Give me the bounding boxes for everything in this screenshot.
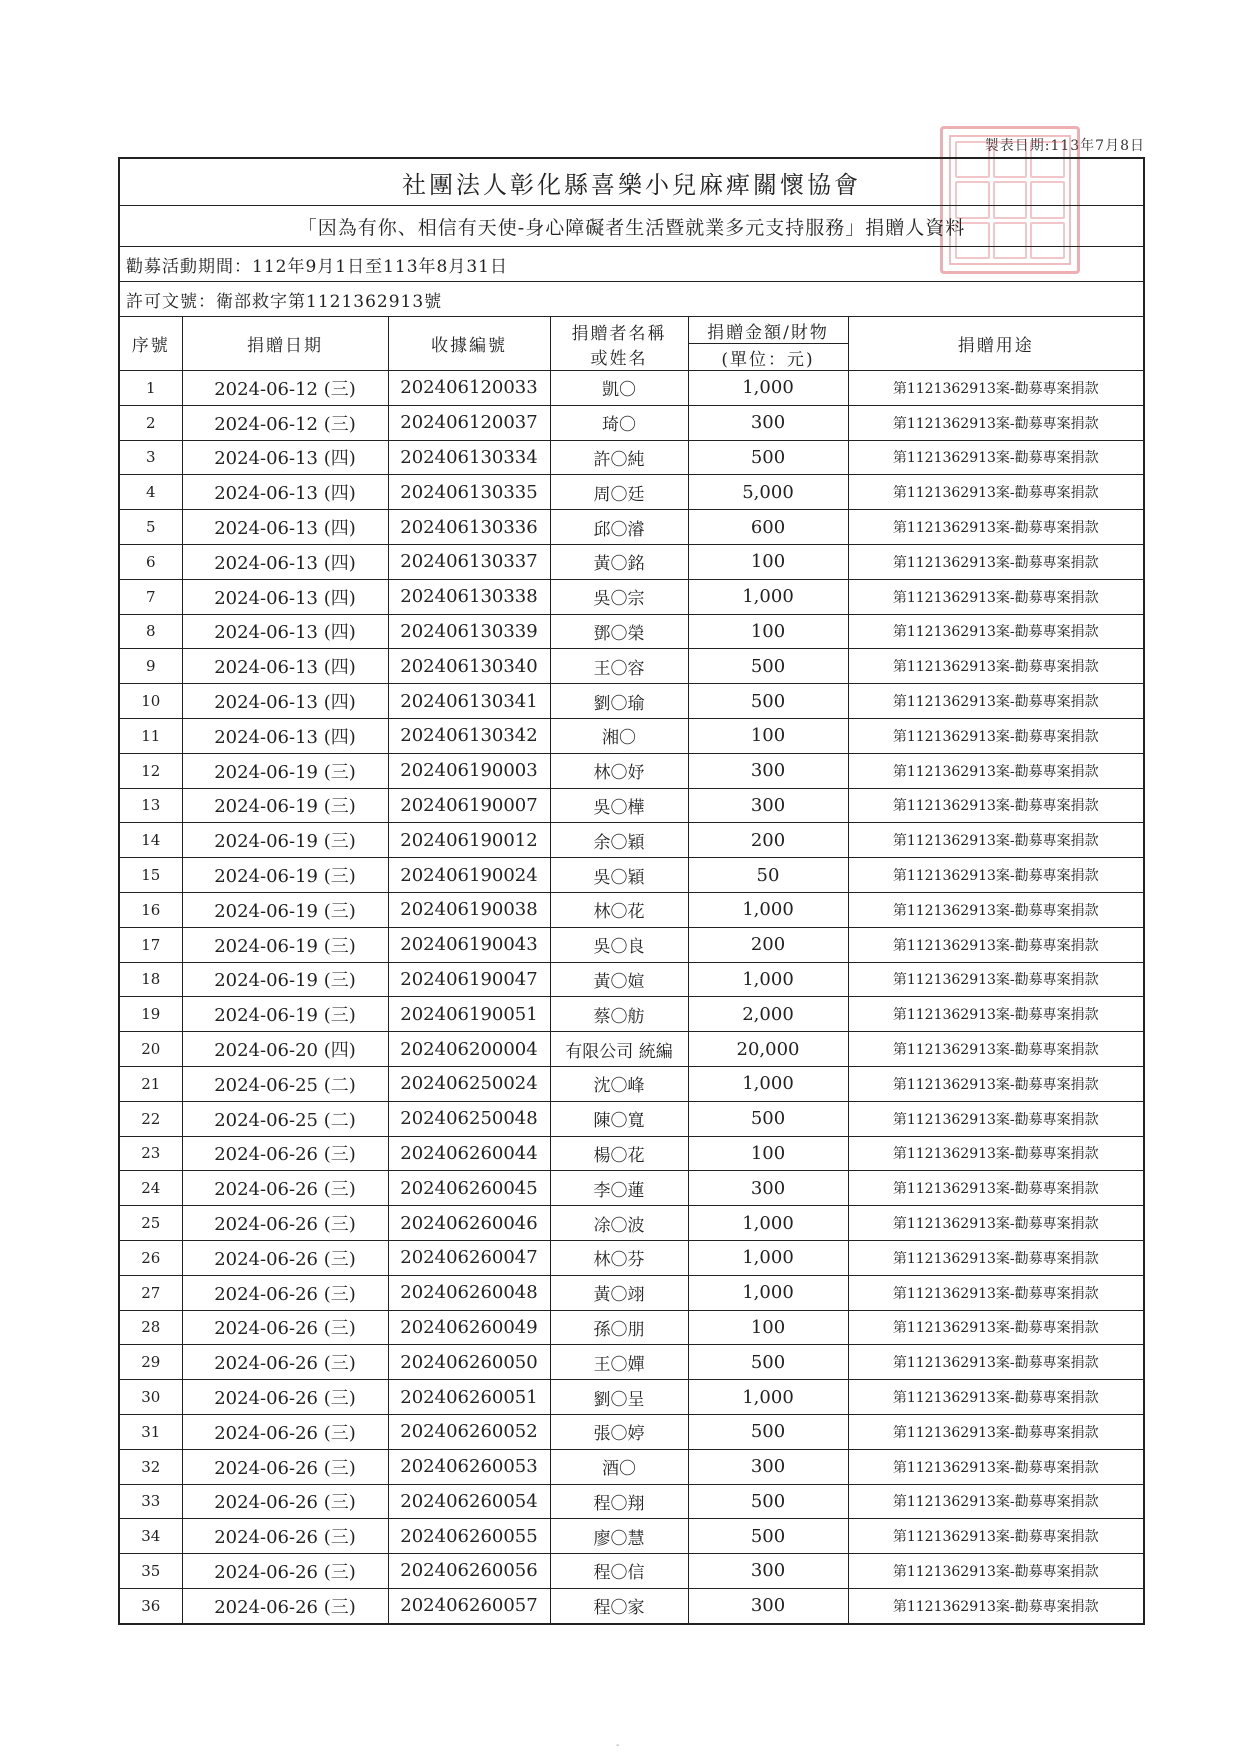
- cell-amount: 500: [688, 440, 848, 475]
- cell-amount: 300: [688, 1554, 848, 1589]
- cell-receipt: 202406250048: [388, 1101, 550, 1136]
- table-row: [119, 1380, 1144, 1415]
- cell-receipt: 202406190003: [388, 753, 550, 788]
- cell-donor: 吳〇良: [550, 927, 688, 962]
- table-row: [119, 753, 1144, 788]
- cell-donor: 沈〇峰: [550, 1066, 688, 1101]
- table-row: [119, 1240, 1144, 1275]
- cell-donor: 湘〇: [550, 718, 688, 753]
- table-row: [119, 1136, 1144, 1171]
- cell-amount: 100: [688, 614, 848, 649]
- cell-purpose: 第1121362913案-勸募專案捐款: [848, 579, 1144, 614]
- table-row: [119, 823, 1144, 858]
- cell-donor: 林〇花: [550, 892, 688, 927]
- cell-receipt: 202406120037: [388, 405, 550, 440]
- table-row: [119, 997, 1144, 1032]
- cell-date: 2024-06-19 (三): [182, 997, 388, 1032]
- cell-receipt: 202406130338: [388, 579, 550, 614]
- cell-no: 3: [119, 440, 182, 475]
- cell-no: 4: [119, 475, 182, 510]
- cell-donor: 琦〇: [550, 405, 688, 440]
- cell-receipt: 202406190043: [388, 927, 550, 962]
- cell-date: 2024-06-26 (三): [182, 1136, 388, 1171]
- cell-date: 2024-06-13 (四): [182, 649, 388, 684]
- cell-date: 2024-06-13 (四): [182, 614, 388, 649]
- cell-purpose: 第1121362913案-勸募專案捐款: [848, 614, 1144, 649]
- cell-no: 18: [119, 962, 182, 997]
- table-row: [119, 1519, 1144, 1554]
- cell-receipt: 202406130342: [388, 718, 550, 753]
- cell-donor: 凱〇: [550, 371, 688, 406]
- cell-purpose: 第1121362913案-勸募專案捐款: [848, 440, 1144, 475]
- cell-purpose: 第1121362913案-勸募專案捐款: [848, 1171, 1144, 1206]
- cell-date: 2024-06-26 (三): [182, 1554, 388, 1589]
- cell-purpose: 第1121362913案-勸募專案捐款: [848, 1484, 1144, 1519]
- cell-donor: 酒〇: [550, 1449, 688, 1484]
- col-header-donor-line1: 捐贈者名稱: [571, 323, 667, 344]
- cell-purpose: 第1121362913案-勸募專案捐款: [848, 1414, 1144, 1449]
- cell-date: 2024-06-26 (三): [182, 1275, 388, 1310]
- cell-purpose: 第1121362913案-勸募專案捐款: [848, 684, 1144, 719]
- cell-receipt: 202406130336: [388, 510, 550, 545]
- cell-receipt: 202406260056: [388, 1554, 550, 1589]
- cell-no: 12: [119, 753, 182, 788]
- cell-purpose: 第1121362913案-勸募專案捐款: [848, 823, 1144, 858]
- cell-no: 25: [119, 1206, 182, 1241]
- cell-date: 2024-06-26 (三): [182, 1519, 388, 1554]
- cell-date: 2024-06-12 (三): [182, 371, 388, 406]
- table-row: [119, 927, 1144, 962]
- cell-donor: 蔡〇舫: [550, 997, 688, 1032]
- col-header-purpose: 捐贈用途: [848, 317, 1144, 371]
- donor-table: [118, 157, 1145, 1625]
- cell-purpose: 第1121362913案-勸募專案捐款: [848, 1310, 1144, 1345]
- cell-no: 9: [119, 649, 182, 684]
- cell-purpose: 第1121362913案-勸募專案捐款: [848, 371, 1144, 406]
- cell-receipt: 202406260046: [388, 1206, 550, 1241]
- cell-donor: 陳〇寬: [550, 1101, 688, 1136]
- cell-receipt: 202406260052: [388, 1414, 550, 1449]
- cell-amount: 500: [688, 684, 848, 719]
- cell-donor: 李〇蓮: [550, 1171, 688, 1206]
- cell-receipt: 202406260055: [388, 1519, 550, 1554]
- cell-receipt: 202406190024: [388, 858, 550, 893]
- cell-amount: 300: [688, 1588, 848, 1623]
- table-row: [119, 579, 1144, 614]
- cell-receipt: 202406260051: [388, 1380, 550, 1415]
- cell-no: 20: [119, 1032, 182, 1067]
- cell-receipt: 202406190007: [388, 788, 550, 823]
- cell-purpose: 第1121362913案-勸募專案捐款: [848, 1066, 1144, 1101]
- cell-date: 2024-06-26 (三): [182, 1310, 388, 1345]
- cell-date: 2024-06-13 (四): [182, 510, 388, 545]
- cell-no: 32: [119, 1449, 182, 1484]
- cell-amount: 1,000: [688, 1206, 848, 1241]
- cell-amount: 1,000: [688, 1240, 848, 1275]
- cell-receipt: 202406260048: [388, 1275, 550, 1310]
- cell-amount: 100: [688, 544, 848, 579]
- cell-donor: 孫〇朋: [550, 1310, 688, 1345]
- table-row: [119, 1484, 1144, 1519]
- table-row: [119, 1588, 1144, 1623]
- cell-receipt: 202406260054: [388, 1484, 550, 1519]
- table-row: [119, 510, 1144, 545]
- cell-donor: 周〇廷: [550, 475, 688, 510]
- cell-date: 2024-06-26 (三): [182, 1588, 388, 1623]
- cell-date: 2024-06-13 (四): [182, 718, 388, 753]
- table-row: [119, 1449, 1144, 1484]
- table-row: [119, 858, 1144, 893]
- cell-amount: 500: [688, 1519, 848, 1554]
- table-row: [119, 1032, 1144, 1067]
- table-row: [119, 614, 1144, 649]
- cell-no: 24: [119, 1171, 182, 1206]
- cell-purpose: 第1121362913案-勸募專案捐款: [848, 997, 1144, 1032]
- table-row: [119, 1310, 1144, 1345]
- cell-donor: 有限公司 統編: [550, 1032, 688, 1067]
- cell-purpose: 第1121362913案-勸募專案捐款: [848, 1032, 1144, 1067]
- cell-no: 17: [119, 927, 182, 962]
- cell-date: 2024-06-26 (三): [182, 1380, 388, 1415]
- cell-donor: 劉〇呈: [550, 1380, 688, 1415]
- col-header-donor: [550, 317, 688, 371]
- cell-receipt: 202406250024: [388, 1066, 550, 1101]
- cell-amount: 300: [688, 405, 848, 440]
- table-row: [119, 371, 1144, 406]
- cell-no: 28: [119, 1310, 182, 1345]
- cell-no: 26: [119, 1240, 182, 1275]
- cell-amount: 100: [688, 718, 848, 753]
- cell-date: 2024-06-26 (三): [182, 1206, 388, 1241]
- cell-purpose: 第1121362913案-勸募專案捐款: [848, 1554, 1144, 1589]
- cell-date: 2024-06-19 (三): [182, 858, 388, 893]
- cell-donor: 黃〇翊: [550, 1275, 688, 1310]
- cell-amount: 100: [688, 1136, 848, 1171]
- cell-amount: 600: [688, 510, 848, 545]
- cell-amount: 500: [688, 649, 848, 684]
- cell-receipt: 202406130335: [388, 475, 550, 510]
- cell-no: 30: [119, 1380, 182, 1415]
- cell-date: 2024-06-13 (四): [182, 544, 388, 579]
- cell-amount: 1,000: [688, 892, 848, 927]
- table-row: [119, 649, 1144, 684]
- table-row: [119, 440, 1144, 475]
- table-row: [119, 962, 1144, 997]
- cell-receipt: 202406200004: [388, 1032, 550, 1067]
- table-row: [119, 684, 1144, 719]
- cell-no: 2: [119, 405, 182, 440]
- cell-purpose: 第1121362913案-勸募專案捐款: [848, 892, 1144, 927]
- cell-purpose: 第1121362913案-勸募專案捐款: [848, 1206, 1144, 1241]
- table-row: [119, 1554, 1144, 1589]
- cell-receipt: 202406190012: [388, 823, 550, 858]
- table-row: [119, 1275, 1144, 1310]
- table-row: [119, 405, 1144, 440]
- cell-purpose: 第1121362913案-勸募專案捐款: [848, 1380, 1144, 1415]
- cell-date: 2024-06-12 (三): [182, 405, 388, 440]
- cell-donor: 鄧〇榮: [550, 614, 688, 649]
- cell-date: 2024-06-19 (三): [182, 927, 388, 962]
- cell-no: 7: [119, 579, 182, 614]
- cell-purpose: 第1121362913案-勸募專案捐款: [848, 788, 1144, 823]
- cell-receipt: 202406260057: [388, 1588, 550, 1623]
- footer-mark: -: [616, 1740, 620, 1751]
- cell-no: 19: [119, 997, 182, 1032]
- col-header-amount: 捐贈金額/財物: [688, 317, 848, 344]
- cell-purpose: 第1121362913案-勸募專案捐款: [848, 858, 1144, 893]
- cell-purpose: 第1121362913案-勸募專案捐款: [848, 544, 1144, 579]
- cell-no: 11: [119, 718, 182, 753]
- col-header-amount-unit: (單位：元): [688, 344, 848, 371]
- cell-date: 2024-06-25 (二): [182, 1101, 388, 1136]
- table-row: [119, 1066, 1144, 1101]
- cell-no: 8: [119, 614, 182, 649]
- cell-amount: 300: [688, 753, 848, 788]
- cell-amount: 500: [688, 1345, 848, 1380]
- cell-donor: 吳〇穎: [550, 858, 688, 893]
- table-body: [119, 371, 1144, 1624]
- cell-amount: 1,000: [688, 962, 848, 997]
- cell-amount: 200: [688, 927, 848, 962]
- cell-purpose: 第1121362913案-勸募專案捐款: [848, 1136, 1144, 1171]
- cell-receipt: 202406130337: [388, 544, 550, 579]
- table-row: [119, 1345, 1144, 1380]
- cell-purpose: 第1121362913案-勸募專案捐款: [848, 1275, 1144, 1310]
- cell-amount: 300: [688, 1171, 848, 1206]
- cell-no: 6: [119, 544, 182, 579]
- cell-purpose: 第1121362913案-勸募專案捐款: [848, 649, 1144, 684]
- cell-amount: 500: [688, 1484, 848, 1519]
- cell-receipt: 202406260047: [388, 1240, 550, 1275]
- table-row: [119, 1101, 1144, 1136]
- cell-amount: 1,000: [688, 371, 848, 406]
- cell-receipt: 202406120033: [388, 371, 550, 406]
- cell-purpose: 第1121362913案-勸募專案捐款: [848, 405, 1144, 440]
- cell-purpose: 第1121362913案-勸募專案捐款: [848, 753, 1144, 788]
- cell-date: 2024-06-26 (三): [182, 1484, 388, 1519]
- campaign-period: 勸募活動期間：112年9月1日至113年8月31日: [119, 247, 1144, 282]
- cell-receipt: 202406260045: [388, 1171, 550, 1206]
- table-row: [119, 718, 1144, 753]
- cell-donor: 楊〇花: [550, 1136, 688, 1171]
- cell-donor: 程〇信: [550, 1554, 688, 1589]
- cell-date: 2024-06-19 (三): [182, 788, 388, 823]
- cell-purpose: 第1121362913案-勸募專案捐款: [848, 1101, 1144, 1136]
- cell-no: 23: [119, 1136, 182, 1171]
- cell-no: 29: [119, 1345, 182, 1380]
- cell-purpose: 第1121362913案-勸募專案捐款: [848, 1240, 1144, 1275]
- table-row: [119, 1414, 1144, 1449]
- cell-date: 2024-06-25 (二): [182, 1066, 388, 1101]
- table-row: [119, 544, 1144, 579]
- cell-no: 33: [119, 1484, 182, 1519]
- col-header-no: 序號: [119, 317, 182, 371]
- cell-amount: 1,000: [688, 1066, 848, 1101]
- cell-amount: 1,000: [688, 1380, 848, 1415]
- cell-donor: 劉〇瑜: [550, 684, 688, 719]
- cell-date: 2024-06-19 (三): [182, 892, 388, 927]
- table-row: [119, 1206, 1144, 1241]
- cell-date: 2024-06-26 (三): [182, 1345, 388, 1380]
- cell-no: 34: [119, 1519, 182, 1554]
- cell-receipt: 202406260053: [388, 1449, 550, 1484]
- cell-amount: 2,000: [688, 997, 848, 1032]
- cell-purpose: 第1121362913案-勸募專案捐款: [848, 718, 1144, 753]
- cell-donor: 林〇妤: [550, 753, 688, 788]
- cell-no: 16: [119, 892, 182, 927]
- cell-no: 10: [119, 684, 182, 719]
- table-row: [119, 892, 1144, 927]
- cell-no: 31: [119, 1414, 182, 1449]
- cell-date: 2024-06-19 (三): [182, 962, 388, 997]
- cell-purpose: 第1121362913案-勸募專案捐款: [848, 1449, 1144, 1484]
- cell-amount: 500: [688, 1414, 848, 1449]
- cell-date: 2024-06-19 (三): [182, 823, 388, 858]
- cell-no: 36: [119, 1588, 182, 1623]
- cell-date: 2024-06-26 (三): [182, 1449, 388, 1484]
- cell-receipt: 202406260050: [388, 1345, 550, 1380]
- cell-amount: 50: [688, 858, 848, 893]
- cell-no: 14: [119, 823, 182, 858]
- cell-donor: 黃〇銘: [550, 544, 688, 579]
- table-row: [119, 1171, 1144, 1206]
- cell-receipt: 202406190051: [388, 997, 550, 1032]
- cell-no: 13: [119, 788, 182, 823]
- cell-date: 2024-06-26 (三): [182, 1171, 388, 1206]
- cell-purpose: 第1121362913案-勸募專案捐款: [848, 1519, 1144, 1554]
- table-row: [119, 788, 1144, 823]
- cell-no: 27: [119, 1275, 182, 1310]
- cell-donor: 程〇家: [550, 1588, 688, 1623]
- cell-donor: 余〇穎: [550, 823, 688, 858]
- cell-purpose: 第1121362913案-勸募專案捐款: [848, 962, 1144, 997]
- cell-date: 2024-06-20 (四): [182, 1032, 388, 1067]
- cell-purpose: 第1121362913案-勸募專案捐款: [848, 927, 1144, 962]
- cell-receipt: 202406260049: [388, 1310, 550, 1345]
- cell-receipt: 202406130334: [388, 440, 550, 475]
- cell-date: 2024-06-13 (四): [182, 579, 388, 614]
- cell-amount: 500: [688, 1101, 848, 1136]
- table-row: [119, 475, 1144, 510]
- cell-date: 2024-06-26 (三): [182, 1240, 388, 1275]
- cell-receipt: 202406260044: [388, 1136, 550, 1171]
- cell-no: 5: [119, 510, 182, 545]
- cell-receipt: 202406130339: [388, 614, 550, 649]
- cell-donor: 廖〇慧: [550, 1519, 688, 1554]
- cell-no: 15: [119, 858, 182, 893]
- cell-donor: 程〇翔: [550, 1484, 688, 1519]
- col-header-date: 捐贈日期: [182, 317, 388, 371]
- cell-purpose: 第1121362913案-勸募專案捐款: [848, 1345, 1144, 1380]
- cell-donor: 吳〇樺: [550, 788, 688, 823]
- col-header-receipt: 收據編號: [388, 317, 550, 371]
- permit-number: 許可文號：衛部救字第1121362913號: [119, 282, 1144, 317]
- col-header-donor-line2: 或姓名: [590, 348, 648, 369]
- cell-donor: 王〇容: [550, 649, 688, 684]
- cell-purpose: 第1121362913案-勸募專案捐款: [848, 475, 1144, 510]
- cell-receipt: 202406130341: [388, 684, 550, 719]
- cell-date: 2024-06-26 (三): [182, 1414, 388, 1449]
- cell-receipt: 202406130340: [388, 649, 550, 684]
- cell-date: 2024-06-19 (三): [182, 753, 388, 788]
- cell-date: 2024-06-13 (四): [182, 475, 388, 510]
- cell-receipt: 202406190047: [388, 962, 550, 997]
- cell-donor: 林〇芬: [550, 1240, 688, 1275]
- cell-amount: 1,000: [688, 1275, 848, 1310]
- cell-donor: 張〇婷: [550, 1414, 688, 1449]
- cell-amount: 200: [688, 823, 848, 858]
- page-title: 社團法人彰化縣喜樂小兒麻痺關懷協會: [119, 158, 1144, 206]
- cell-donor: 王〇嬋: [550, 1345, 688, 1380]
- cell-amount: 300: [688, 788, 848, 823]
- cell-donor: 許〇純: [550, 440, 688, 475]
- cell-amount: 1,000: [688, 579, 848, 614]
- cell-no: 35: [119, 1554, 182, 1589]
- cell-no: 22: [119, 1101, 182, 1136]
- cell-donor: 黃〇媗: [550, 962, 688, 997]
- cell-donor: 凃〇波: [550, 1206, 688, 1241]
- cell-no: 1: [119, 371, 182, 406]
- cell-donor: 邱〇濬: [550, 510, 688, 545]
- cell-purpose: 第1121362913案-勸募專案捐款: [848, 1588, 1144, 1623]
- cell-purpose: 第1121362913案-勸募專案捐款: [848, 510, 1144, 545]
- cell-amount: 20,000: [688, 1032, 848, 1067]
- cell-date: 2024-06-13 (四): [182, 684, 388, 719]
- cell-amount: 5,000: [688, 475, 848, 510]
- cell-amount: 300: [688, 1449, 848, 1484]
- cell-receipt: 202406190038: [388, 892, 550, 927]
- cell-date: 2024-06-13 (四): [182, 440, 388, 475]
- cell-no: 21: [119, 1066, 182, 1101]
- cell-donor: 吳〇宗: [550, 579, 688, 614]
- page-subtitle: 「因為有你、相信有天使-身心障礙者生活暨就業多元支持服務」捐贈人資料: [119, 206, 1144, 247]
- made-date: 製表日期:113年7月8日: [984, 138, 1145, 154]
- cell-amount: 100: [688, 1310, 848, 1345]
